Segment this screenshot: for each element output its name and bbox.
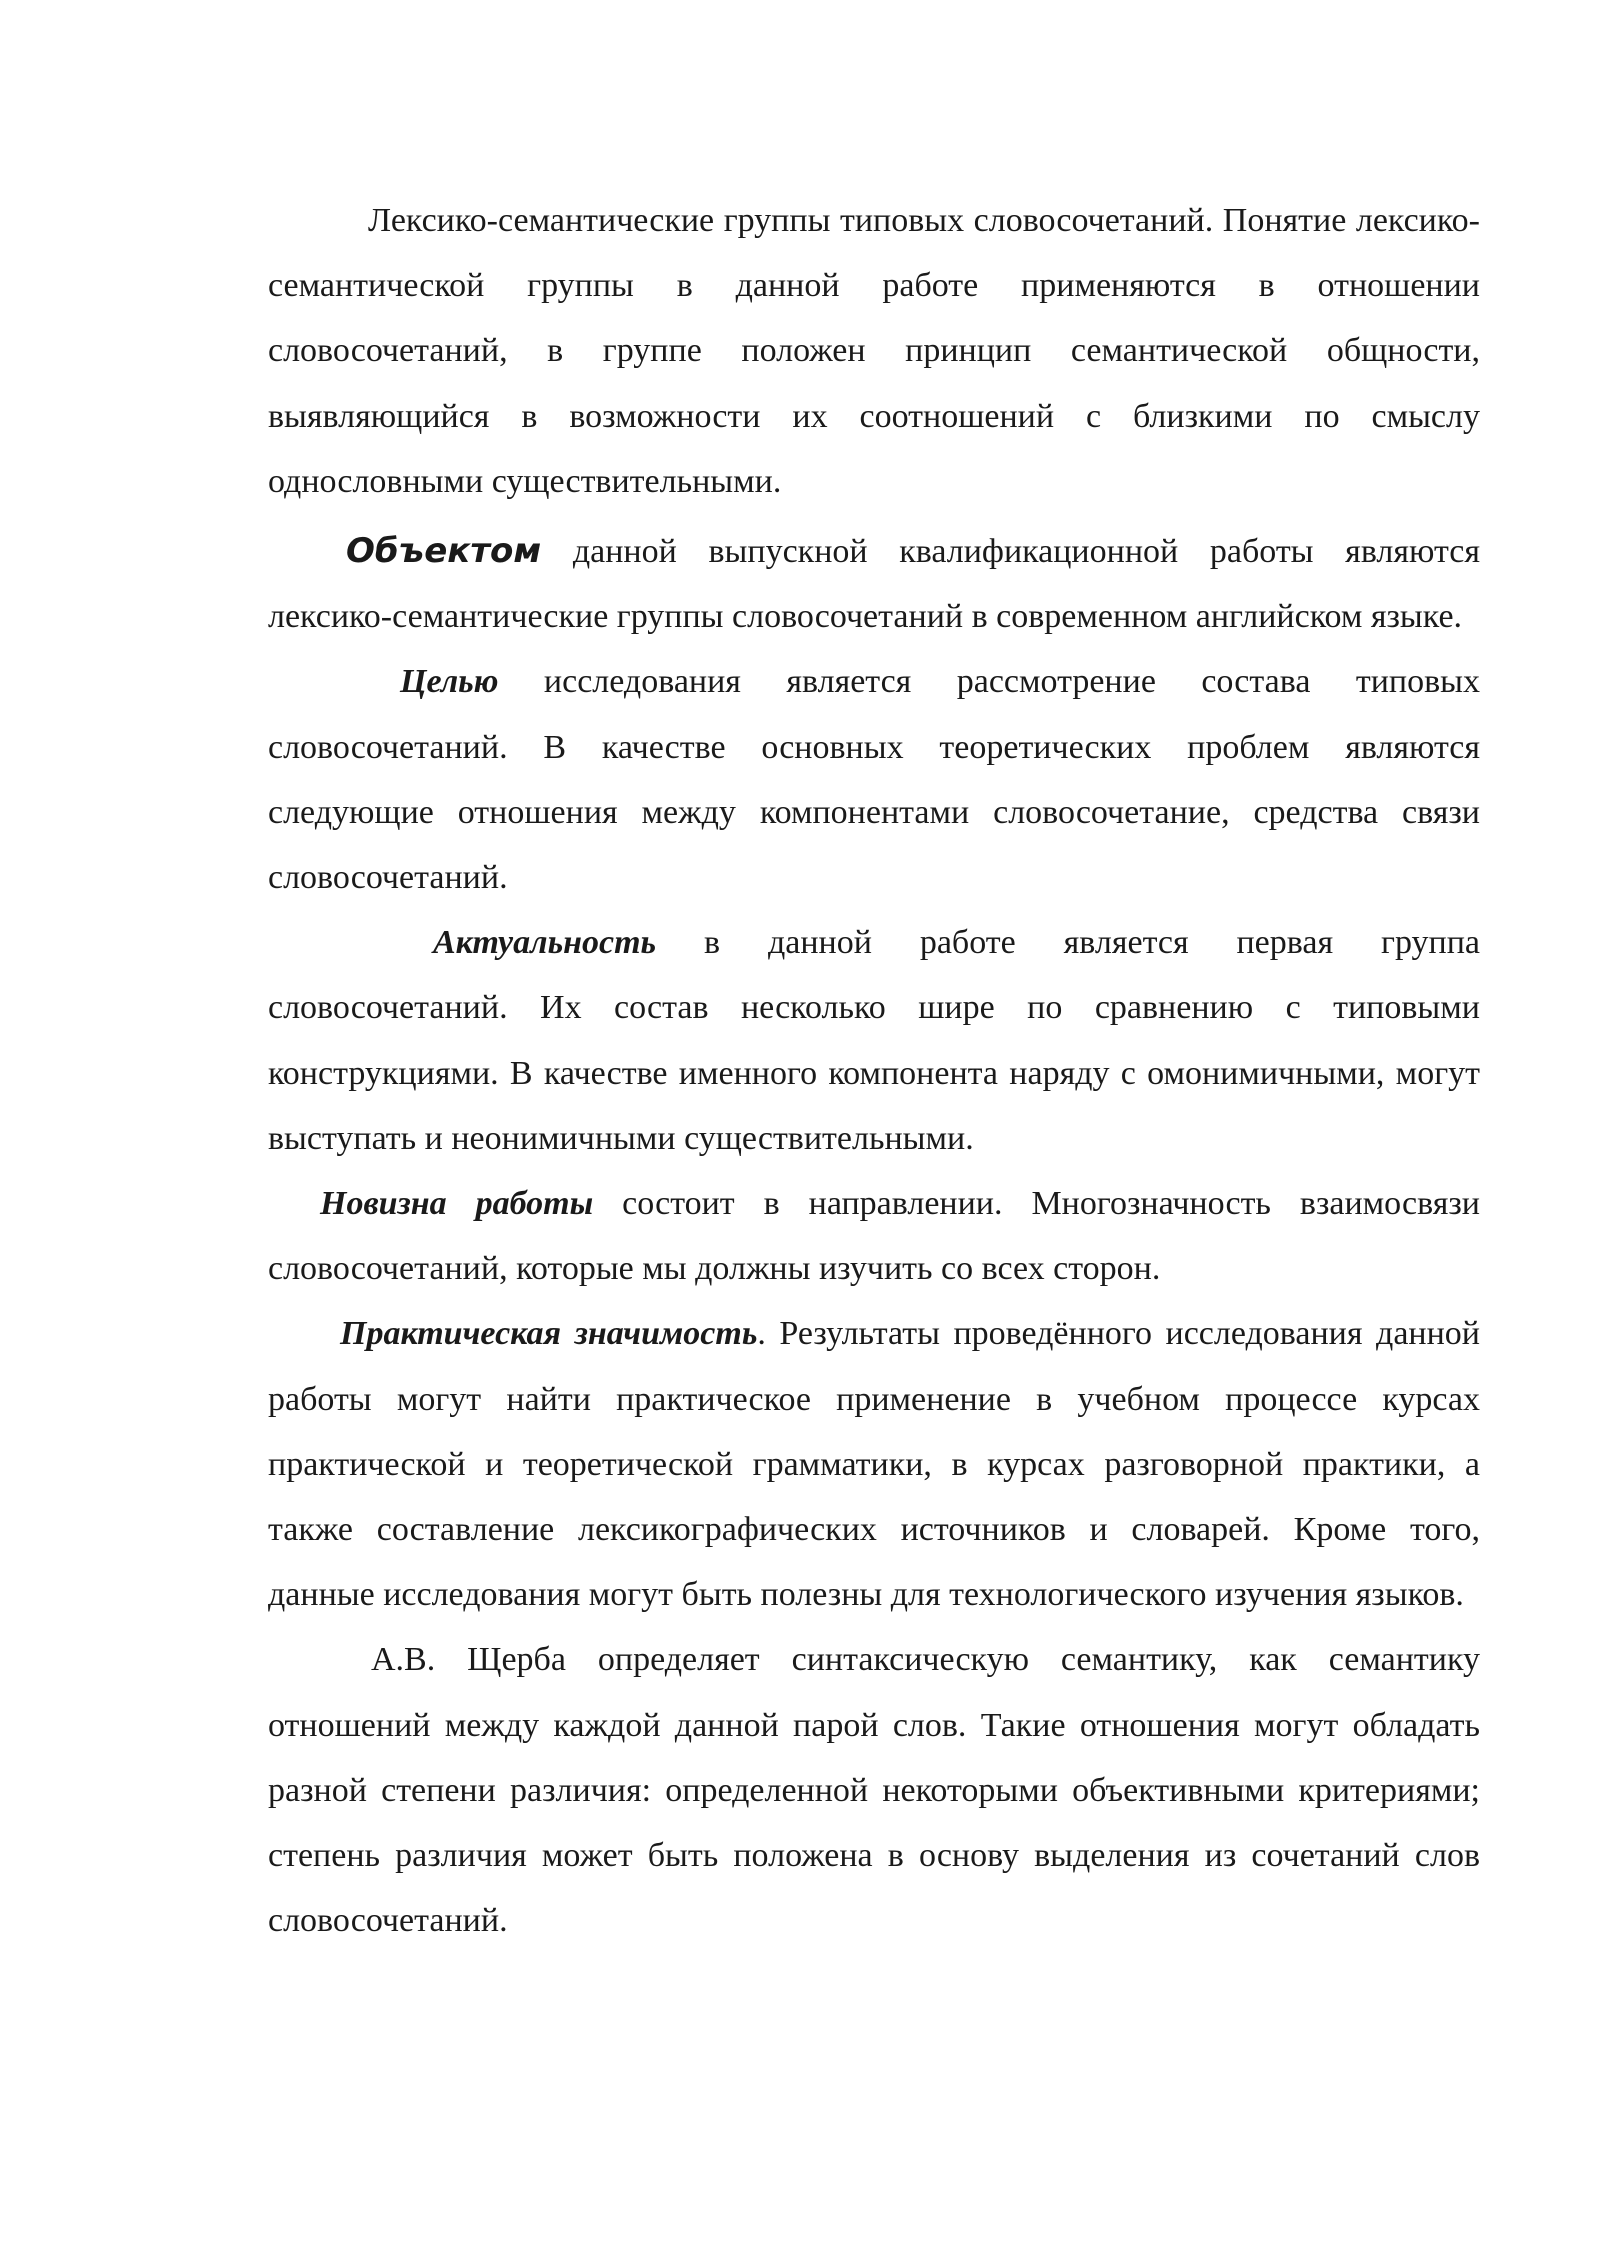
- paragraph-text: данной выпускной квалификационной работы являются лексико-семантические группы словосочетаний в современном английском языке.: [268, 533, 1480, 636]
- paragraph-lead: Целью: [400, 663, 499, 701]
- paragraph-lead: Актуальность: [433, 924, 657, 962]
- document-body: [268, 188, 1480, 1953]
- paragraph-lead: Новизна работы: [320, 1185, 594, 1223]
- paragraph-novelty: [268, 1171, 1480, 1301]
- paragraph-lexical-groups: [268, 188, 1480, 514]
- paragraph-text: в данной работе является первая группа словосочетаний. Их состав несколько шире по сравнению с типовыми конструкциями. В качестве именного компонента наряду с омонимичными, могут выступать и неонимичными существительными.: [268, 924, 1480, 1157]
- paragraph-lead: Объектом: [346, 531, 542, 572]
- paragraph-lead: Практическая значимость: [340, 1315, 758, 1353]
- paragraph-goal: [268, 649, 1480, 910]
- paragraph-shcherba: [268, 1627, 1480, 1953]
- paragraph-text: исследования является рассмотрение состава типовых словосочетаний. В качестве основных теоретических проблем являются следующие отношения между компонентами словосочетание, средства связи словосочетаний.: [268, 663, 1480, 897]
- paragraph-practical-significance: [268, 1301, 1480, 1627]
- paragraph-text: состоит в направлении. Многозначность взаимосвязи словосочетаний, которые мы должны изучить со всех сторон.: [268, 1185, 1480, 1288]
- paragraph-text: . Результаты проведённого исследования данной работы могут найти практическое применение в учебном процессе курсах практической и теоретической грамматики, в курсах разговорной практики, а также составление лексикографических источников и словарей. Кроме того, данные исследования могут быть полезны для технологического изучения языков.: [268, 1315, 1480, 1614]
- paragraph-text: Лексико-семантические группы типовых словосочетаний. Понятие лексико-семантической группы в данной работе применяются в отношении словосочетаний, в группе положен принцип семантической общности, выявляющийся в возможности их соотношений с близкими по смыслу однословными существительными.: [268, 202, 1480, 500]
- paragraph-relevance: [268, 910, 1480, 1171]
- paragraph-object: [268, 519, 1480, 649]
- paragraph-text: А.В. Щерба определяет синтаксическую семантику, как семантику отношений между каждой данной парой слов. Такие отношения могут обладать разной степени различия: определенной некоторыми объективными критериями; степень различия может быть положена в основу выделения из сочетаний слов словосочетаний.: [268, 1641, 1480, 1940]
